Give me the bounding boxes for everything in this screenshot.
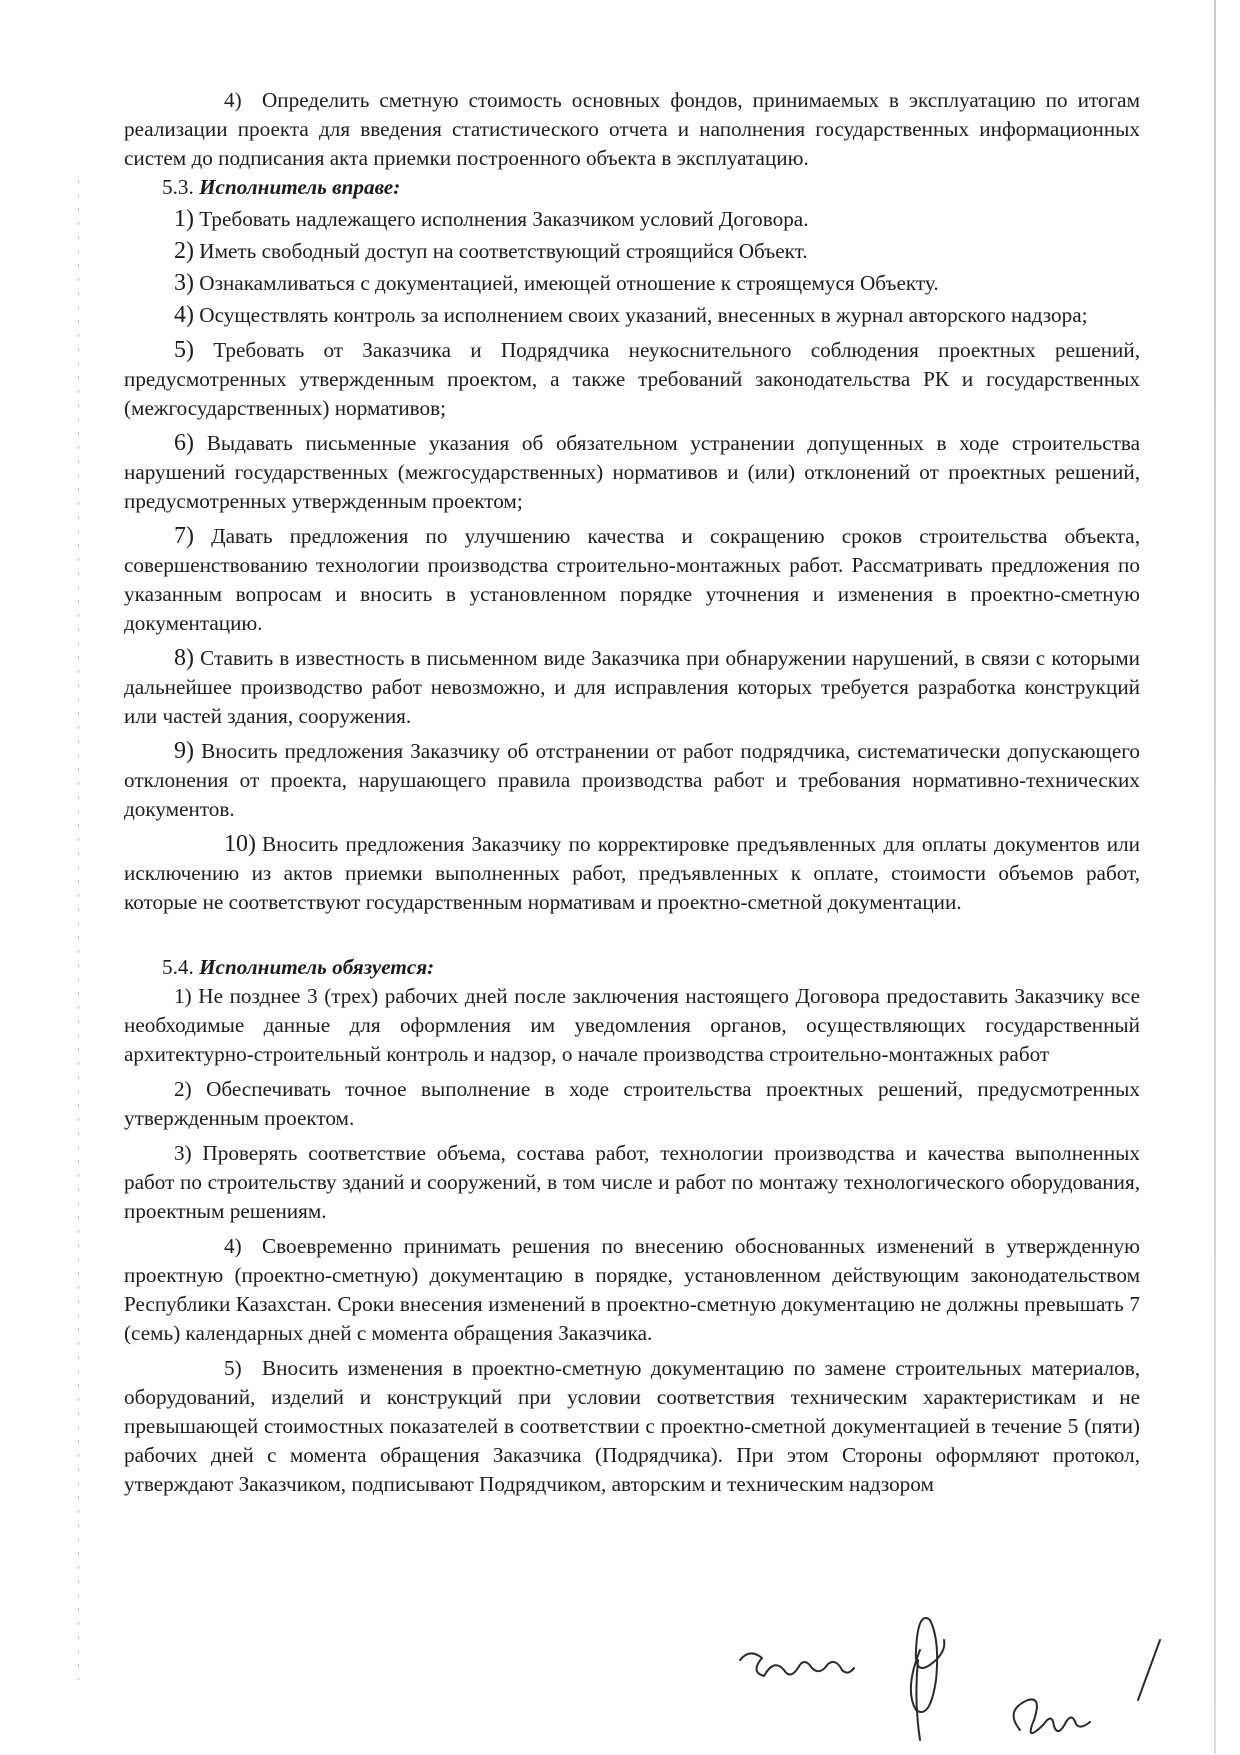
s54-item-2: 2) Обеспечивать точное выполнение в ходе строительства проектных решений, предусмотренных утвержденным проектом. (124, 1077, 1141, 1130)
s53-item-2: 2) Иметь свободный доступ на соответствующий строящийся Объект. (174, 238, 808, 264)
s54-item-4: 4) Своевременно принимать решения по внесению обоснованных изменений в утвержденную проектную (проектно-сметную) документацию в порядке, установленном действующим законодательством Республики Казахстан. Сроки внесения изменений в проектно-сметную документацию не должны превышать 7 (семь) календарных дней с момента обращения Заказчика. (124, 1234, 1140, 1345)
s53-item-8: 8) Ставить в известность в письменном виде Заказчика при обнаружении нарушений, в связи с которыми дальнейшее производство работ невозможно, и для исправления которых требуется разработка конструкций или частей здания, сооружения. (124, 645, 1141, 728)
document-body (124, 86, 1140, 1499)
scan-margin-marks (78, 180, 79, 1680)
s53-item-9: 9) Вносить предложения Заказчику об отстранении от работ подрядчика, систематически допускающего отклонения от проекта, нарушающего правила производства работ и требования нормативно-технических документов. (124, 738, 1140, 821)
section-title: Исполнитель вправе: (199, 175, 401, 199)
signature-4 (1138, 1640, 1160, 1700)
s53-item-4: 4) Осуществлять контроль за исполнением своих указаний, внесенных в журнал авторского надзора; (174, 302, 1088, 328)
s53-item-10: 10) Вносить предложения Заказчику по корректировке предъявленных для оплаты документов или исключению из актов приемки выполненных работ, предъявленных к оплате, стоимости объемов работ, которые не соответствуют государственным нормативам и проектно-сметной документации. (124, 831, 1140, 914)
paragraph-4 (124, 86, 1140, 173)
s53-item-5: 5) Требовать от Заказчика и Подрядчика неукоснительного соблюдения проектных решений, предусмотренных утвержденным проектом, а также требований законодательства РК и государственных (межгосударственных) нормативов; (124, 337, 1141, 420)
s54-item-1: 1) Не позднее 3 (трех) рабочих дней после заключения настоящего Договора предоставить Заказчику все необходимые данные для оформления им уведомления органов, осуществляющих государственный архитектурно-строительный контроль и надзор, о начале производства строительно-монтажных работ (124, 984, 1140, 1066)
scan-edge (1214, 0, 1216, 1754)
item-number: 4) (224, 88, 242, 112)
s54-item-3: 3) Проверять соответствие объема, состава работ, технологии производства и качества выполненных работ по строительству зданий и сооружений, в том числе и работ по монтажу технологического оборудования, проектным решениям. (124, 1141, 1141, 1223)
s53-item-1: 1) Требовать надлежащего исполнения Заказчиком условий Договора. (174, 206, 809, 232)
signature-1 (740, 1653, 854, 1676)
section-number: 5.4. (162, 955, 194, 979)
section-5-3-heading (162, 173, 1140, 202)
section-number: 5.3. (162, 175, 194, 199)
signature-3 (1014, 1699, 1090, 1733)
section-5-4-heading (162, 953, 1140, 982)
s53-item-3: 3) Ознакамливаться с документацией, имеющей отношение к строящемуся Объекту. (174, 270, 939, 296)
signature-strokes (720, 1580, 1200, 1750)
s54-item-5: 5) Вносить изменения в проектно-сметную документацию по замене строительных материалов, оборудований, изделий и конструкций при условии соответствия техническим характеристикам и не превышающей стоимостных показателей в соответствии с проектно-сметной документацией в течение 5 (пяти) рабочих дней с момента обращения Заказчика (Подрядчика). При этом Стороны оформляют протокол, утверждают Заказчиком, подписывают Подрядчиком, авторским и техническим надзором (124, 1356, 1140, 1496)
s53-item-6: 6) Выдавать письменные указания об обязательном устранении допущенных в ходе строительства нарушений государственных (межгосударственных) нормативов и (или) отклонений от проектных решений, предусмотренных утвержденным проектом; (124, 430, 1140, 513)
item-text: Определить сметную стоимость основных фондов, принимаемых в эксплуатацию по итогам реализации проекта для введения статистического отчета и наполнения государственных информационных систем до подписания акта приемки построенного объекта в эксплуатацию. (124, 88, 1140, 170)
signature-2 (911, 1618, 944, 1740)
handwritten-signatures (720, 1580, 1200, 1750)
section-title: Исполнитель обязуется: (199, 955, 435, 979)
s53-item-7: 7) Давать предложения по улучшению качества и сокращению сроков строительства объекта, совершенствованию технологии производства строительно-монтажных работ. Рассматривать предложения по указанным вопросам и вносить в установленном порядке уточнения и изменения в проектно-сметную документацию. (124, 523, 1141, 635)
